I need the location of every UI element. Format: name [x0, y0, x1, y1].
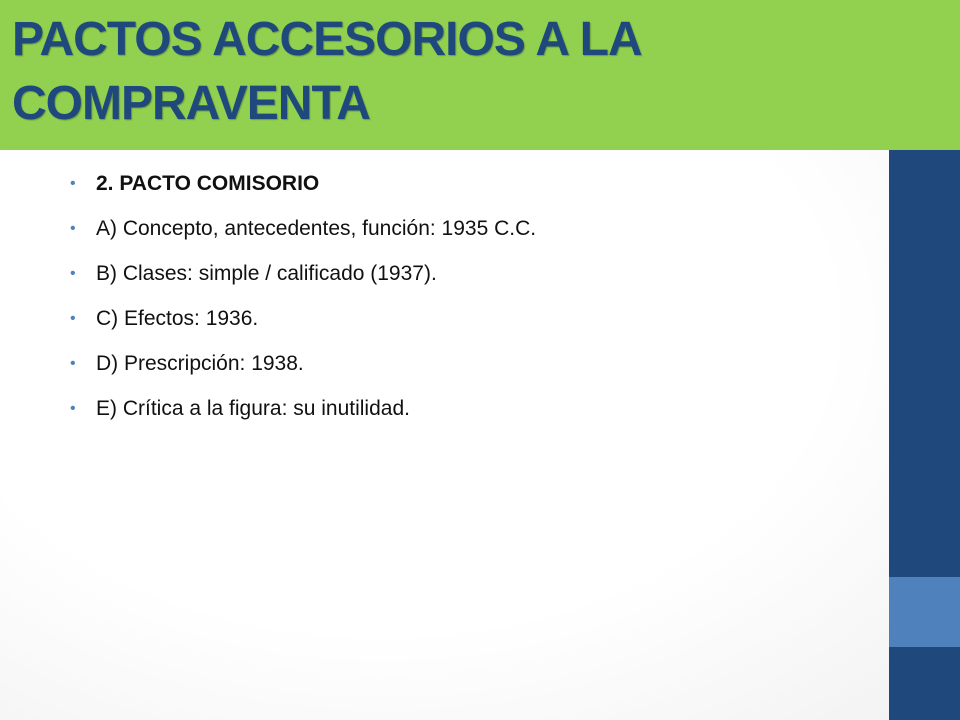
bullet-dot-icon: • — [70, 355, 76, 372]
slide-title: PACTOS ACCESORIOS A LA COMPRAVENTA — [12, 13, 640, 130]
bullet-list — [70, 170, 870, 440]
bullet-text: D) Prescripción: 1938. — [96, 352, 304, 375]
bullet-dot-icon: • — [70, 400, 76, 417]
side-decoration-accent — [889, 577, 960, 647]
bullet-item-critica — [70, 395, 870, 422]
bullet-item-clases — [70, 260, 870, 287]
bullet-item-efectos — [70, 305, 870, 332]
bullet-text: C) Efectos: 1936. — [96, 307, 259, 330]
title-band — [0, 0, 960, 150]
bullet-text: B) Clases: simple / calificado (1937). — [96, 262, 437, 285]
bullet-text: 2. PACTO COMISORIO — [96, 172, 320, 195]
bullet-text: E) Crítica a la figura: su inutilidad. — [96, 397, 410, 420]
bullet-item-section-heading — [70, 170, 870, 197]
bullet-item-concepto — [70, 215, 870, 242]
bullet-dot-icon: • — [70, 220, 76, 237]
bullet-item-prescripcion — [70, 350, 870, 377]
bullet-dot-icon: • — [70, 265, 76, 282]
bullet-dot-icon: • — [70, 175, 76, 192]
bullet-dot-icon: • — [70, 310, 76, 327]
bullet-text: A) Concepto, antecedentes, función: 1935 C.C. — [96, 217, 537, 240]
